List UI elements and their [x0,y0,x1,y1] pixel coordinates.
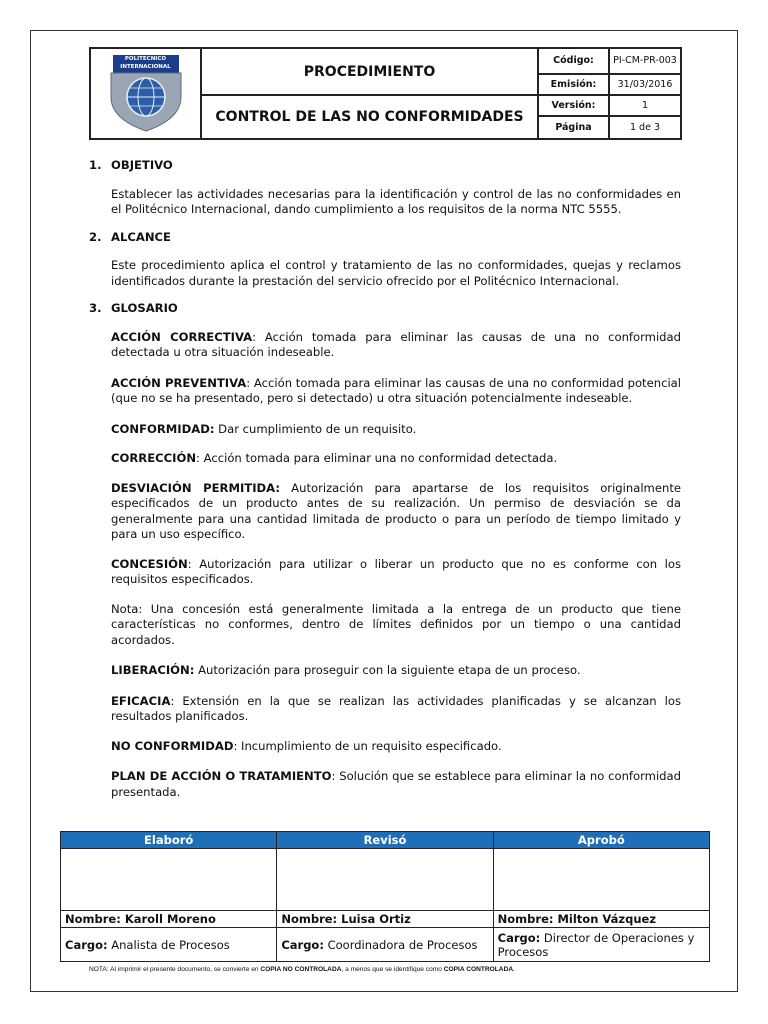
glossary-entry [111,451,681,467]
glossary-term: PLAN DE ACCIÓN O TRATAMIENTO [111,769,332,783]
codigo-value: PI-CM-PR-003 [609,48,681,74]
section-number: 1. [89,158,102,172]
version-label: Versión: [538,95,609,116]
section-number: 2. [89,229,102,244]
cargo-label: Cargo: [497,930,541,945]
glossary-entry [111,481,681,543]
note-middle: , a menos que se identifique como [341,966,444,973]
reviso-cargo [277,928,493,962]
logo-text: POLITECNICO INTERNACIONAL [113,55,179,73]
glossary-entry [111,739,681,755]
cargo-label: Cargo: [65,937,108,952]
glossary-entry [111,422,681,438]
note-prefix: NOTA: Al imprimir el presente documento, se convierte en [89,966,261,973]
glossary-term: ACCIÓN CORRECTIVA [111,329,253,344]
glossary-note [111,602,681,649]
emision-label: Emisión: [538,74,609,95]
glossary-definition: Dar cumplimiento de un requisito. [214,421,417,436]
emision-value: 31/03/2016 [609,74,681,95]
doc-type: PROCEDIMIENTO [201,48,538,95]
document-body [89,158,681,800]
glossary-entry [111,330,681,361]
institution-logo [103,55,189,133]
signature-space [61,849,277,911]
shield-globe-icon [103,67,189,133]
elaboro-header: Elaboró [61,832,277,849]
section-number: 3. [89,301,102,315]
glossary-definition: : Autorización para utilizar o liberar un producto que no es conforme con los requisitos especificados. [111,556,681,586]
signature-space [493,849,709,911]
glossary-term: CONCESIÓN [111,556,188,571]
codigo-label: Código: [538,48,609,74]
glossary-term: EFICACIA [111,693,171,708]
glossary-entry [111,694,681,725]
glossary-definition: Autorización para apartarse de los requisitos originalmente especificados de un producto antes de su realización. Un permiso de desviación se da generalmente para una cantidad limitada de producto o para un período de tiempo limitado y para un uso específico. [111,480,681,541]
approval-table [60,831,710,962]
section-heading [89,301,681,317]
glossary-entry [111,376,681,407]
glossary-term: NO CONFORMIDAD [111,738,234,753]
logo-cell [90,48,201,139]
glossary-definition: : Acción tomada para eliminar una no conformidad detectada. [196,451,558,465]
glossary-term: DESVIACIÓN PERMITIDA: [111,480,280,495]
objetivo-text: Establecer las actividades necesarias para la identificación y control de las no conformidades en el Politécnico Internacional, dando cumplimiento a los requisitos de la norma NTC 5555. [111,186,681,216]
glossary-term: CONFORMIDAD: [111,421,215,436]
pagina-label: Página [538,116,609,139]
cargo-value: Coordinadora de Procesos [323,937,478,952]
version-value: 1 [609,95,681,116]
cargo-value: Director de Operaciones y Procesos [497,930,695,959]
aprobo-header: Aprobó [493,832,709,849]
glossary-definition: : Acción tomada para eliminar las causas de una no conformidad potencial (que no se ha presentado, pero si detectado) u otra situación potencialmente indeseable. [111,375,681,405]
section-title: OBJETIVO [111,158,173,172]
section-title: GLOSARIO [111,301,178,315]
glossary-entry [111,663,681,679]
note-suffix: . [513,966,515,973]
glossary-definition: : Solución que se establece para eliminar la no conformidad presentada. [111,769,681,799]
pagina-value: 1 de 3 [609,116,681,139]
section-heading [89,230,681,246]
aprobo-cargo [493,928,709,962]
note-bold-controlled: COPIA CONTROLADA [443,966,514,973]
cargo-label: Cargo: [281,937,324,952]
section-heading [89,158,681,174]
note-bold-uncontrolled: COPIA NO CONTROLADA [260,966,342,973]
glossary-definition: Nota: Una concesión está generalmente limitada a la entrega de un producto que tiene características no conformes, dentro de límites definidos por un tiempo o una cantidad acordados. [111,601,681,647]
glossary-definition: Autorización para proseguir con la siguiente etapa de un proceso. [194,663,581,677]
section-title: ALCANCE [111,229,171,244]
reviso-header: Revisó [277,832,493,849]
reviso-name: Nombre: Luisa Ortiz [277,911,493,928]
elaboro-cargo [61,928,277,962]
aprobo-name: Nombre: Milton Vázquez [493,911,709,928]
document-header [89,47,682,140]
glossary-entry [111,557,681,588]
glossary-term: LIBERACIÓN: [111,663,195,677]
glossary-definition: : Extensión en la que se realizan las actividades planificadas y se alcanzan los resultados planificados. [111,693,681,723]
glossary-term: CORRECCIÓN [111,451,197,465]
glossary-entry [111,769,681,800]
doc-title: CONTROL DE LAS NO CONFORMIDADES [201,95,538,139]
glossary-term: ACCIÓN PREVENTIVA [111,375,247,390]
glossary-definition: : Acción tomada para eliminar las causas de una no conformidad detectada u otra situación indeseable. [111,329,681,359]
footer-note [89,966,515,973]
elaboro-name: Nombre: Karoll Moreno [61,911,277,928]
glossary-definition: : Incumplimiento de un requisito especificado. [233,738,502,753]
signature-space [277,849,493,911]
alcance-text: Este procedimiento aplica el control y tratamiento de las no conformidades, quejas y reclamos identificados durante la prestación del servicio ofrecido por el Politécnico Internacional. [111,258,681,288]
cargo-value: Analista de Procesos [107,937,230,952]
